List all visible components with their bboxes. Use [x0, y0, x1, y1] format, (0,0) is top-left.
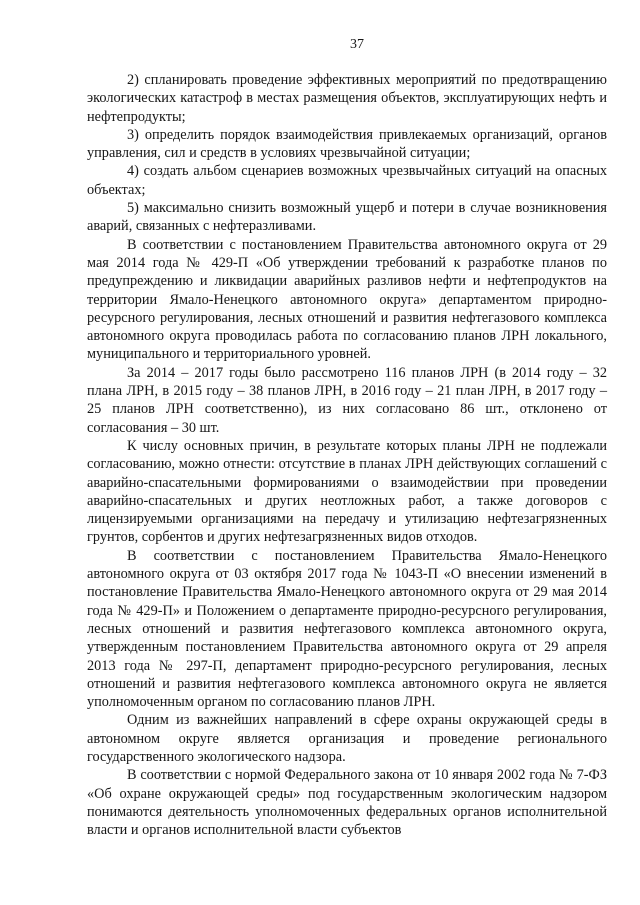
paragraph-resolution-429: В соответствии с постановлением Правительства автономного округа от 29 мая 2014 года № 429-П «Об утверждении требований к разработке планов по предупреждению и ликвидации аварийных разливов нефти и нефтепродуктов на территории Ямало-Ненецкого автономного округа» департаментом природно-ресурсного регулирования, лесных отношений и развития нефтегазового комплекса автономного округа проводилась работа по согласованию планов ЛРН локального, муниципального и территориального уровней. — [87, 236, 607, 363]
paragraph-item-4: 4) создать альбом сценариев возможных чрезвычайных ситуаций на опасных объектах; — [87, 163, 607, 198]
paragraph-statistics: За 2014 – 2017 годы было рассмотрено 116 планов ЛРН (в 2014 году – 32 плана ЛРН, в 2015 году – 38 планов ЛРН, в 2016 году – 21 план ЛРН, в 2017 году – 25 планов ЛРН соответственно), из них согласовано 86 шт., отклонено от согласования – 30 шт. — [87, 364, 607, 436]
paragraph-item-5: 5) максимально снизить возможный ущерб и потери в случае возникновения аварий, связанных с нефтеразливами. — [87, 200, 607, 235]
page-number: 37 — [350, 37, 364, 52]
paragraph-resolution-1043: В соответствии с постановлением Правительства Ямало-Ненецкого автономного округа от 03 октября 2017 года № 1043-П «О внесении изменений в постановление Правительства Ямало-Ненецкого автономного округа от 29 мая 2014 года № 429-П» и Положением о департаменте природно-ресурсного регулирования, лесных отношений и развития нефтегазового комплекса автономного округа, утвержденным постановлением Правительства автономного округа от 29 апреля 2013 года № 297-П, департамент природно-ресурсного регулирования, лесных отношений и развития нефтегазового комплекса автономного округа не является уполномоченным органом по согласованию планов ЛРН. — [87, 547, 607, 711]
paragraph-eco-supervision: Одним из важнейших направлений в сфере охраны окружающей среды в автономном округе является организация и проведение регионального государственного экологического надзора. — [87, 712, 607, 765]
paragraph-item-3: 3) определить порядок взаимодействия привлекаемых организаций, органов управления, сил и средств в условиях чрезвычайной ситуации; — [87, 126, 607, 162]
paragraph-item-2: 2) спланировать проведение эффективных мероприятий по предотвращению экологических катастроф в местах размещения объектов, эксплуатирующих нефть и нефтепродукты; — [87, 72, 607, 125]
paragraph-rejection-reasons: К числу основных причин, в результате которых планы ЛРН не подлежали согласованию, можно отнести: отсутствие в планах ЛРН действующих соглашений с аварийно-спасательными формированиями о взаимодействии при проведении аварийно-спасательных и других неотложных работ, а также договоров с лицензируемыми организациями на передачу и утилизацию нефтезагрязненных грунтов, сорбентов и других нефтезагрязненных видов отходов. — [87, 437, 607, 546]
paragraph-federal-law: В соответствии с нормой Федерального закона от 10 января 2002 года № 7-ФЗ «Об охране окружающей среды» под государственным экологическим надзором понимаются деятельность уполномоченных федеральных органов исполнительной власти и органов исполнительной власти субъектов — [87, 767, 607, 839]
